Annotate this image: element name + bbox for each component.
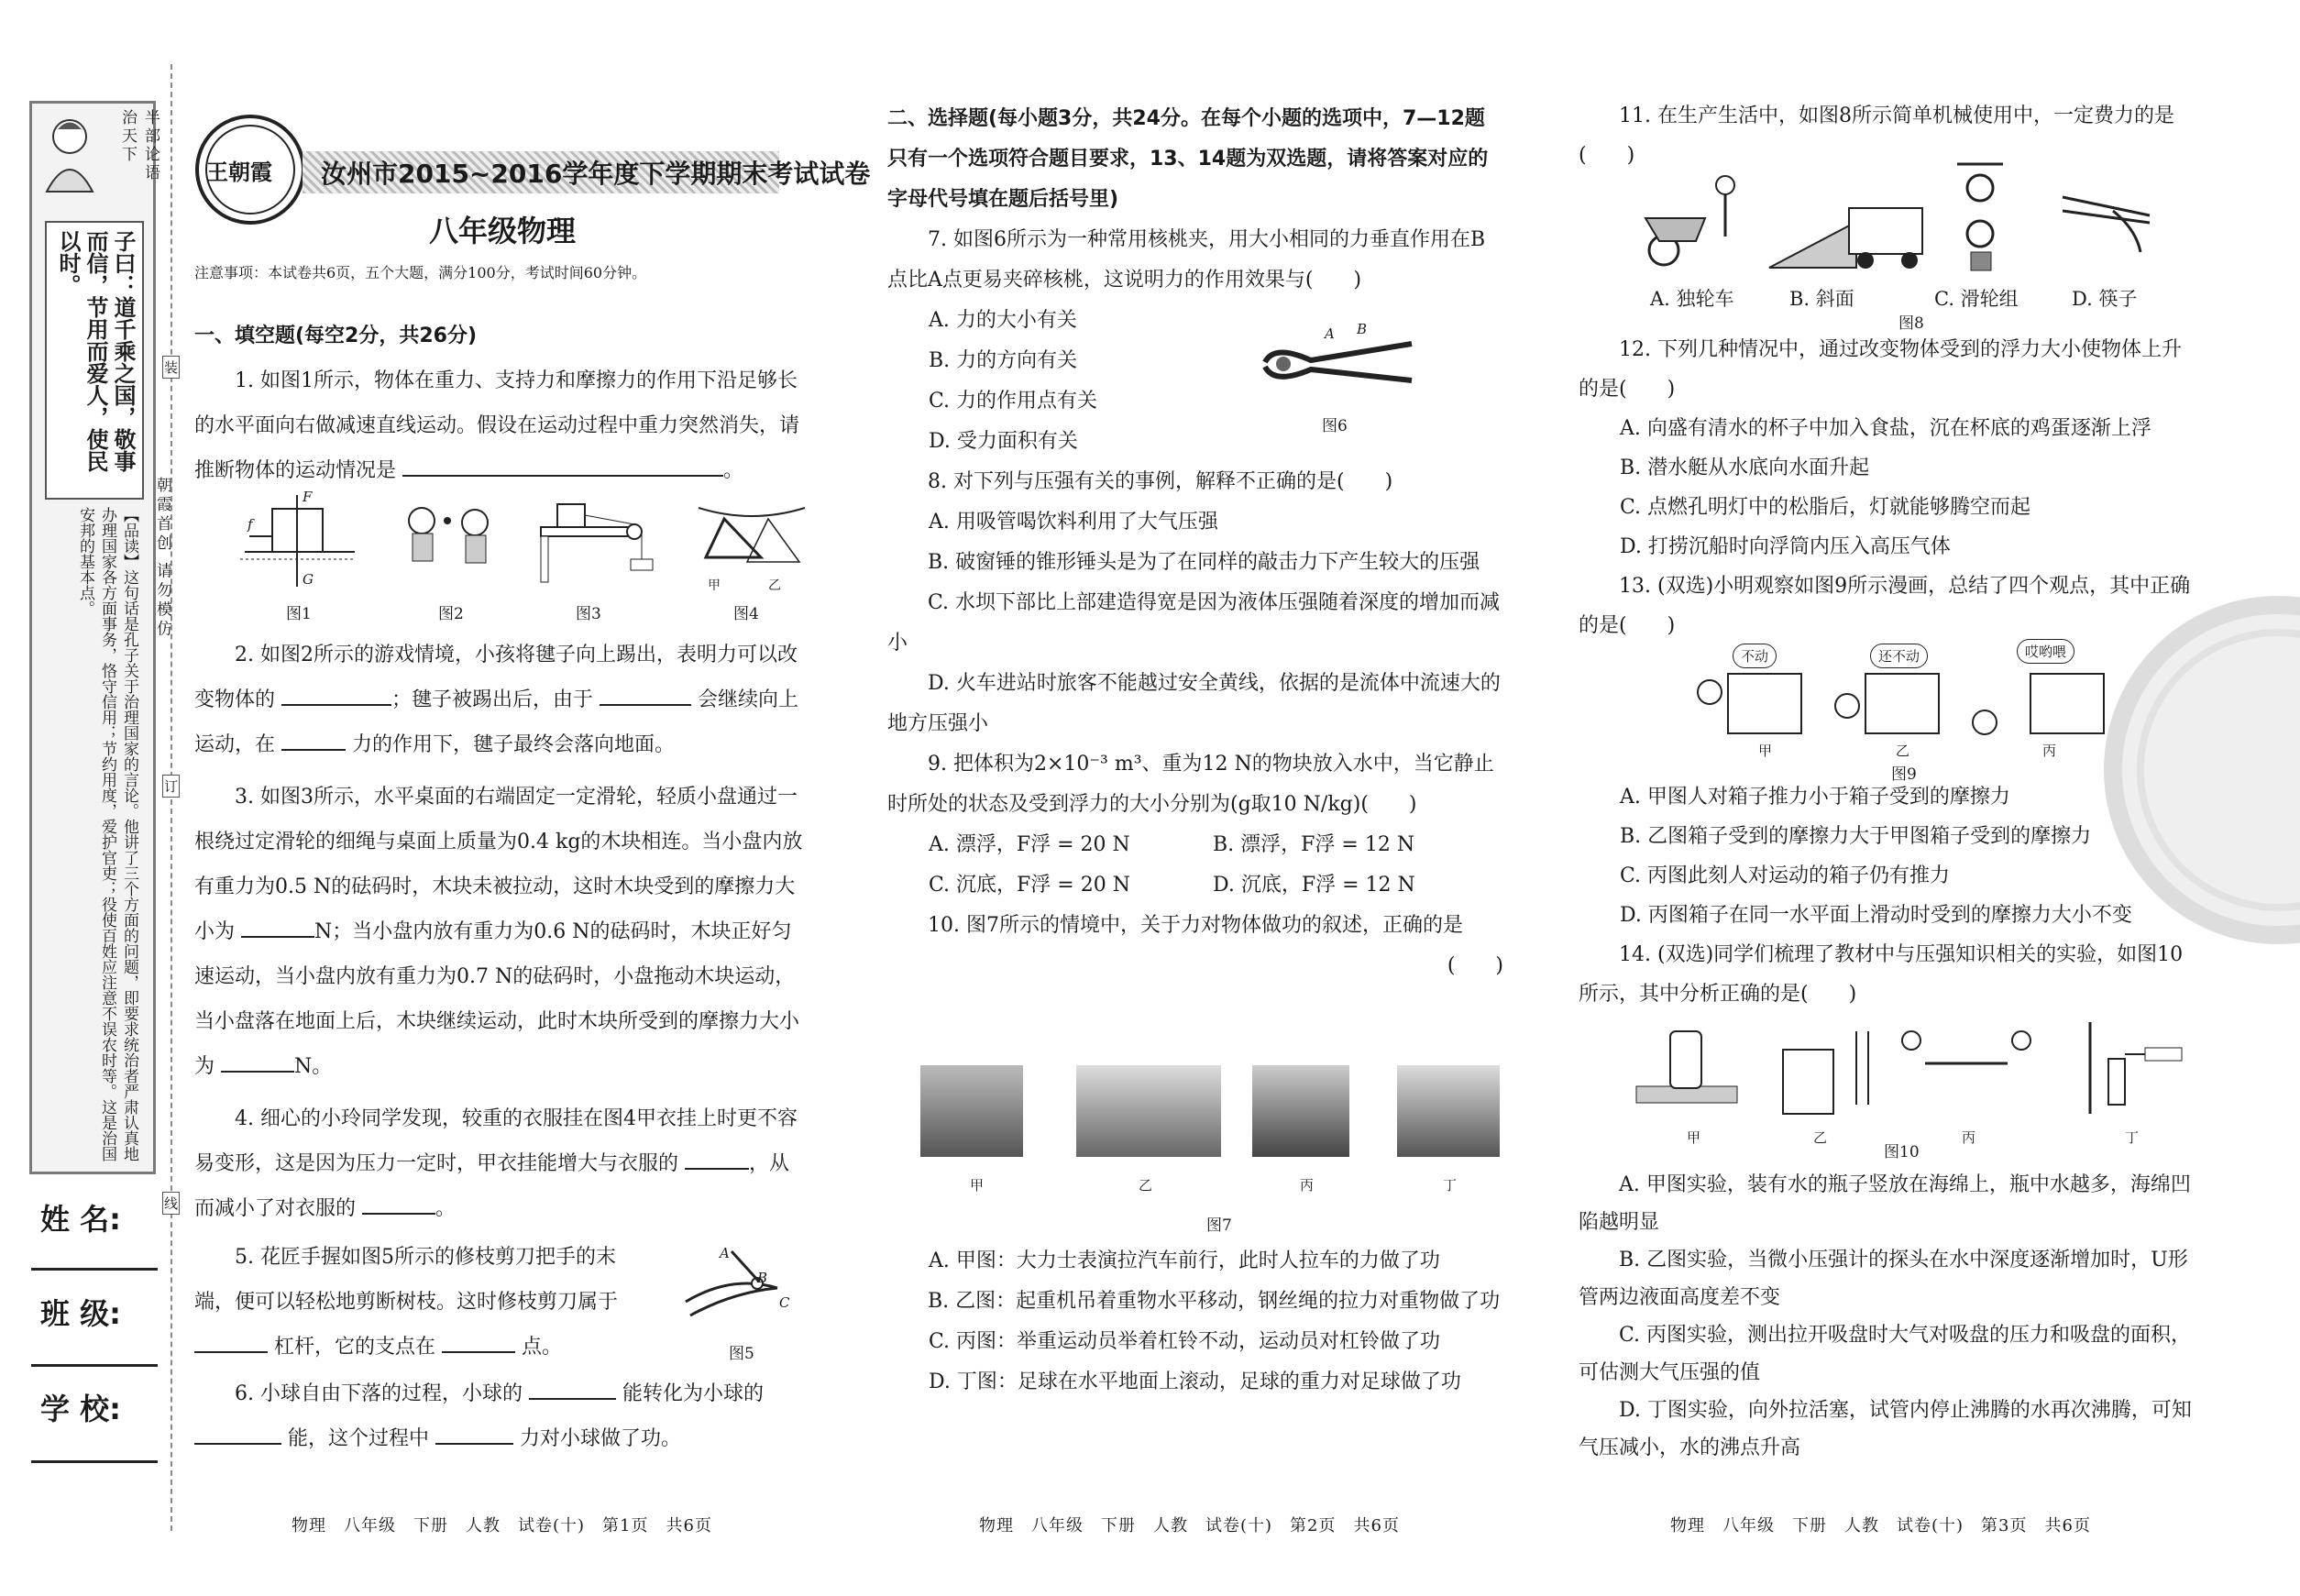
class-label: 班 级: bbox=[40, 1296, 121, 1331]
figure-8-chopsticks-icon bbox=[2058, 179, 2159, 261]
motto-small: 半部论语治天下 bbox=[118, 109, 160, 182]
q11-option-d[interactable]: D. 筷子 bbox=[2072, 288, 2138, 310]
page1-column bbox=[194, 314, 809, 493]
figure-7-photo-truck bbox=[920, 1065, 1023, 1157]
q10-option-d[interactable]: D. 丁图：足球在水平地面上滚动，足球的重力对足球做了功 bbox=[929, 1370, 1461, 1393]
subject-title: 八年级物理 bbox=[429, 214, 577, 248]
fig7-sub-a: 甲 bbox=[970, 1177, 985, 1194]
fig1-mark-F: F bbox=[303, 489, 313, 505]
fig5-mark-c: C bbox=[779, 1294, 790, 1311]
question-2: 2. 如图2所示的游戏情境，小孩将毽子向上踢出，表明力可以改变物体的 ；毽子被踢出后，由于 会继续向上运动，在 力的作用下，毽子最终会落向地面。 bbox=[194, 644, 799, 756]
q10-option-c[interactable]: C. 丙图：举重运动员举着杠铃不动，运动员对杠铃做了功 bbox=[929, 1330, 1441, 1353]
q7-option-d[interactable]: D. 受力面积有关 bbox=[929, 430, 1078, 453]
fig1-mark-f: f bbox=[248, 516, 253, 533]
question-7: 7. 如图6所示为一种常用核桃夹，用大小相同的力垂直作用在B点比A点更易夹碎核桃，这说明力的作用效果与( ) bbox=[887, 228, 1486, 292]
question-12: 12. 下列几种情况中，通过改变物体受到的浮力大小使物体上升的是( ) bbox=[1579, 338, 2182, 401]
fig9-caption: 图9 bbox=[1891, 765, 1917, 784]
commentary-text: 【品读】这句话是孔子关于治理国家的言论。他讲了三个方面的问题，即要求统治者严肃认真地办理国家各方面事务，恪守信用；节约用度，爱护官吏；役使百姓应注意不误农时等。这是治国安邦的基本点。 bbox=[76, 507, 138, 1161]
figure-3-pulley-icon bbox=[532, 495, 660, 587]
q12-option-d[interactable]: D. 打捞沉船时向浮筒内压入高压气体 bbox=[1620, 535, 1951, 558]
fig5-mark-b: B bbox=[757, 1270, 768, 1286]
confucius-icon bbox=[38, 111, 102, 193]
q8-option-b[interactable]: B. 破窗锤的锥形锤头是为了在同样的敲击力下产生较大的压强 bbox=[928, 551, 1480, 574]
q4-blank-2[interactable] bbox=[362, 1193, 435, 1215]
q9-option-c[interactable]: C. 沉底，F浮 = 20 N bbox=[929, 874, 1130, 897]
q14-option-a[interactable]: A. 甲图实验，装有水的瓶子竖放在海绵上，瓶中水越多，海绵凹陷越明显 bbox=[1579, 1173, 2191, 1234]
page3-column bbox=[1579, 96, 2200, 175]
fig3-caption: 图3 bbox=[576, 605, 601, 623]
fig5-mark-a: A bbox=[720, 1245, 730, 1261]
question-4: 4. 细心的小玲同学发现，较重的衣服挂在图4甲衣挂上时更不容易变形，这是因为压力一定时，甲衣挂能增大与衣服的 ，从而减小了对衣服的 。 bbox=[194, 1107, 798, 1220]
question-1: 1. 如图1所示，物体在重力、支持力和摩擦力的作用下沿足够长的水平面向右做减速直线运动。假设在运动过程中重力突然消失，请推断物体的运动情况是 。 bbox=[194, 369, 800, 482]
figure-5-shears-icon bbox=[677, 1247, 796, 1329]
q3-blank-1[interactable] bbox=[241, 916, 314, 938]
q13-option-d[interactable]: D. 丙图箱子在同一水平面上滑动时受到的摩擦力大小不变 bbox=[1620, 904, 2132, 927]
fig7-sub-c: 丙 bbox=[1300, 1177, 1315, 1194]
q13-option-c[interactable]: C. 丙图此刻人对运动的箱子仍有推力 bbox=[1620, 864, 1951, 887]
q14-option-d[interactable]: D. 丁图实验，向外拉活塞，试管内停止沸腾的水再次沸腾，可知气压减小，水的沸点升高 bbox=[1579, 1399, 2192, 1459]
sidebar-quote-panel bbox=[29, 101, 160, 1174]
name-field[interactable] bbox=[31, 1268, 158, 1271]
fig8-caption: 图8 bbox=[1898, 314, 1924, 333]
fig7-caption: 图7 bbox=[1206, 1216, 1232, 1235]
q14-option-b[interactable]: B. 乙图实验，当微小压强计的探头在水中深度逐渐增加时，U形管两边液面高度差不变 bbox=[1579, 1249, 2188, 1309]
q7-option-c[interactable]: C. 力的作用点有关 bbox=[929, 390, 1098, 413]
q6-blank-3[interactable] bbox=[435, 1423, 513, 1445]
fig9-bubble-2: 还不动 bbox=[1870, 644, 1928, 668]
fig2-caption: 图2 bbox=[438, 605, 464, 623]
page1-footer: 物理 八年级 下册 人教 试卷(十) 第1页 共6页 bbox=[292, 1516, 712, 1535]
page2-footer: 物理 八年级 下册 人教 试卷(十) 第2页 共6页 bbox=[979, 1516, 1400, 1535]
page3-q12-block bbox=[1579, 330, 2200, 645]
figure-8-wheelbarrow-icon bbox=[1641, 172, 1751, 273]
fig1-mark-G: G bbox=[303, 571, 314, 588]
figure-1-block-icon bbox=[240, 486, 359, 596]
fig9-bubble-1: 不动 bbox=[1733, 644, 1777, 668]
fig9-sub-a: 甲 bbox=[1758, 743, 1773, 759]
figure-7-photo-crane bbox=[1076, 1065, 1221, 1157]
q6-blank-1[interactable] bbox=[529, 1378, 616, 1400]
q13-option-b[interactable]: B. 乙图箱子受到的摩擦力大于甲图箱子受到的摩擦力 bbox=[1620, 825, 2092, 848]
question-8: 8. 对下列与压强有关的事例，解释不正确的是( ) bbox=[928, 470, 1393, 493]
bind-mark-1: 装 bbox=[162, 356, 180, 379]
fig9-bubble-3: 哎哟喂 bbox=[2017, 639, 2074, 664]
page3-q14-options bbox=[1579, 1166, 2200, 1467]
question-3: 3. 如图3所示，水平桌面的右端固定一定滑轮，轻质小盘通过一根绕过定滑轮的细绳与桌面上质量为0.4 kg的木块相连。当小盘内放有重力为0.5 N的砝码时，木块未被拉动，这时木块受到的摩擦力大小为 N；当小盘内放有重力为0.6 N的砝码时，木块正好匀速运动，当小盘内放有重力为0.7 N的砝码时，小盘拖动木块运动，当小盘落在地面上后，木块继续运动，此时木块所受到的摩擦力大小为 N。 bbox=[194, 786, 803, 1078]
fig6-caption: 图6 bbox=[1322, 417, 1348, 435]
question-6: 6. 小球自由下落的过程，小球的 能转化为小球的 能，这个过程中 力对小球做了功。 bbox=[194, 1371, 809, 1461]
page2-column bbox=[887, 99, 1503, 986]
q10-answer-paren[interactable]: ( ) bbox=[1447, 954, 1503, 977]
figure-2-kids-icon bbox=[394, 502, 504, 594]
figure-8-incline-truck-icon bbox=[1765, 194, 1930, 277]
q11-option-a[interactable]: A. 独轮车 bbox=[1650, 288, 1734, 310]
q5-blank-2[interactable] bbox=[442, 1331, 515, 1353]
fig7-sub-b: 乙 bbox=[1139, 1177, 1153, 1194]
figure-4-hangers-icon bbox=[697, 502, 807, 576]
q4-blank-1[interactable] bbox=[685, 1148, 749, 1170]
school-label: 学 校: bbox=[40, 1392, 121, 1426]
q10-option-b[interactable]: B. 乙图：起重机吊着重物水平移动，钢丝绳的拉力对重物做了功 bbox=[928, 1290, 1501, 1313]
q13-option-a[interactable]: A. 甲图人对箱子推力小于箱子受到的摩擦力 bbox=[1620, 786, 2010, 809]
q10-option-a[interactable]: A. 甲图：大力士表演拉汽车前行，此时人拉车的力做了功 bbox=[929, 1249, 1440, 1272]
question-5-block bbox=[194, 1235, 653, 1370]
fig10-sub-c: 丙 bbox=[1962, 1129, 1976, 1146]
q7-option-a[interactable]: A. 力的大小有关 bbox=[929, 309, 1077, 332]
fig10-caption: 图10 bbox=[1884, 1143, 1920, 1161]
name-label: 姓 名: bbox=[40, 1202, 121, 1237]
fig10-sub-a: 甲 bbox=[1687, 1129, 1701, 1146]
q8-option-d[interactable]: D. 火车进站时旅客不能越过安全黄线，依据的是流体中流速大的地方压强小 bbox=[887, 672, 1501, 735]
page1-column-lower bbox=[194, 633, 809, 1231]
question-13: 13. (双选)小明观察如图9所示漫画，总结了四个观点，其中正确的是( ) bbox=[1579, 575, 2191, 637]
q12-option-b[interactable]: B. 潜水艇从水底向水面升起 bbox=[1620, 457, 1870, 479]
page3-footer: 物理 八年级 下册 人教 试卷(十) 第3页 共6页 bbox=[1670, 1516, 2091, 1535]
q2-blank-2[interactable] bbox=[600, 684, 691, 706]
bind-mark-3: 线 bbox=[162, 1192, 180, 1215]
class-field[interactable] bbox=[31, 1364, 158, 1367]
figure-7-photo-weightlifter bbox=[1252, 1065, 1349, 1157]
figure-8-pulley-icon bbox=[1953, 160, 2008, 280]
question-9: 9. 把体积为2×10⁻³ m³、重为12 N的物块放入水中，当它静止时所处的状态及受到浮力的大小分别为(g取10 N/kg)( ) bbox=[887, 753, 1494, 816]
page3-q13-options bbox=[1579, 777, 2200, 1014]
section1-title: 一、填空题(每空2分，共26分) bbox=[194, 325, 478, 347]
q9-option-d[interactable]: D. 沉底，F浮 = 12 N bbox=[1213, 874, 1415, 897]
q7-option-b[interactable]: B. 力的方向有关 bbox=[929, 349, 1078, 372]
q5-blank-1[interactable] bbox=[194, 1331, 268, 1353]
q9-option-a[interactable]: A. 漂浮，F浮 = 20 N bbox=[929, 833, 1130, 856]
fig10-sub-b: 乙 bbox=[1813, 1129, 1828, 1146]
fig9-sub-b: 乙 bbox=[1896, 743, 1910, 759]
q11-option-b[interactable]: B. 斜面 bbox=[1789, 288, 1854, 310]
question-10: 10. 图7所示的情境中，关于力对物体做功的叙述，正确的是 bbox=[928, 914, 1463, 937]
exam-title: 汝州市2015~2016学年度下学期期末考试试卷 bbox=[321, 159, 871, 189]
q9-option-b[interactable]: B. 漂浮，F浮 = 12 N bbox=[1213, 833, 1415, 856]
figure-6-nutcracker-icon bbox=[1256, 325, 1421, 399]
question-5: 5. 花匠手握如图5所示的修枝剪刀把手的末端，便可以轻松地剪断树枝。这时修枝剪刀属于 杠杆，它的支点在 点。 bbox=[194, 1246, 619, 1359]
fig4-sub-b: 乙 bbox=[768, 578, 781, 593]
brand-name: 王朝霞 bbox=[206, 159, 272, 185]
q8-option-a[interactable]: A. 用吸管喝饮料利用了大气压强 bbox=[929, 511, 1218, 534]
q11-option-c[interactable]: C. 滑轮组 bbox=[1934, 288, 2019, 310]
quote-text: 子曰：道千乘之国，敬事而信，节用而爱人，使民以时。 bbox=[55, 230, 136, 472]
figure-7-photo-football bbox=[1397, 1065, 1500, 1157]
question-11: 11. 在生产生活中，如图8所示简单机械使用中，一定费力的是( ) bbox=[1579, 105, 2174, 167]
q6-blank-2[interactable] bbox=[194, 1423, 281, 1445]
binding-line bbox=[171, 64, 172, 1531]
q9-options-row-2 bbox=[887, 865, 1503, 906]
fig4-sub-a: 甲 bbox=[708, 578, 721, 593]
q12-option-a[interactable]: A. 向盛有清水的杯子中加入食盐，沉在杯底的鸡蛋逐渐上浮 bbox=[1620, 417, 2151, 440]
figure-10-experiments-icon bbox=[1632, 1013, 2200, 1123]
question-14: 14. (双选)同学们梳理了教材中与压强知识相关的实验，如图10所示，其中分析正确的是( ) bbox=[1579, 943, 2184, 1006]
fig7-sub-d: 丁 bbox=[1443, 1177, 1458, 1194]
fig1-caption: 图1 bbox=[286, 605, 312, 623]
school-field[interactable] bbox=[31, 1460, 158, 1463]
q9-options-row-1 bbox=[887, 825, 1503, 865]
fig10-sub-d: 丁 bbox=[2125, 1129, 2140, 1146]
q14-option-c[interactable]: C. 丙图实验，测出拉开吸盘时大气对吸盘的压力和吸盘的面积，可估测大气压强的值 bbox=[1579, 1324, 2192, 1384]
q12-option-c[interactable]: C. 点燃孔明灯中的松脂后，灯就能够腾空而起 bbox=[1620, 496, 2031, 519]
fig6-mark-a: A bbox=[1325, 325, 1335, 342]
q1-answer-blank[interactable] bbox=[402, 455, 723, 477]
section2-title: 二、选择题(每小题3分，共24分。在每个小题的选项中，7—12题只有一个选项符合题目要求，13、14题为双选题，请将答案对应的字母代号填在题后括号里) bbox=[887, 107, 1489, 211]
q3-blank-2[interactable] bbox=[221, 1051, 294, 1073]
question-6-block bbox=[194, 1371, 809, 1461]
notice-text: 注意事项：本试卷共6页，五个大题，满分100分，考试时间60分钟。 bbox=[194, 264, 647, 281]
quote-box bbox=[45, 221, 144, 500]
fig6-mark-b: B bbox=[1357, 321, 1368, 337]
q2-blank-1[interactable] bbox=[281, 684, 391, 706]
q10-options bbox=[887, 1241, 1503, 1403]
bind-mark-2: 订 bbox=[162, 775, 180, 798]
q2-blank-3[interactable] bbox=[281, 729, 346, 751]
q8-option-c[interactable]: C. 水坝下部比上部建造得宽是因为液体压强随着深度的增加而减小 bbox=[887, 591, 1501, 655]
side-copyright-label: 朝霞首创 请勿模仿 bbox=[153, 477, 171, 640]
fig5-caption: 图5 bbox=[729, 1345, 754, 1363]
fig4-caption: 图4 bbox=[733, 605, 759, 623]
fig9-sub-c: 丙 bbox=[2042, 743, 2057, 759]
